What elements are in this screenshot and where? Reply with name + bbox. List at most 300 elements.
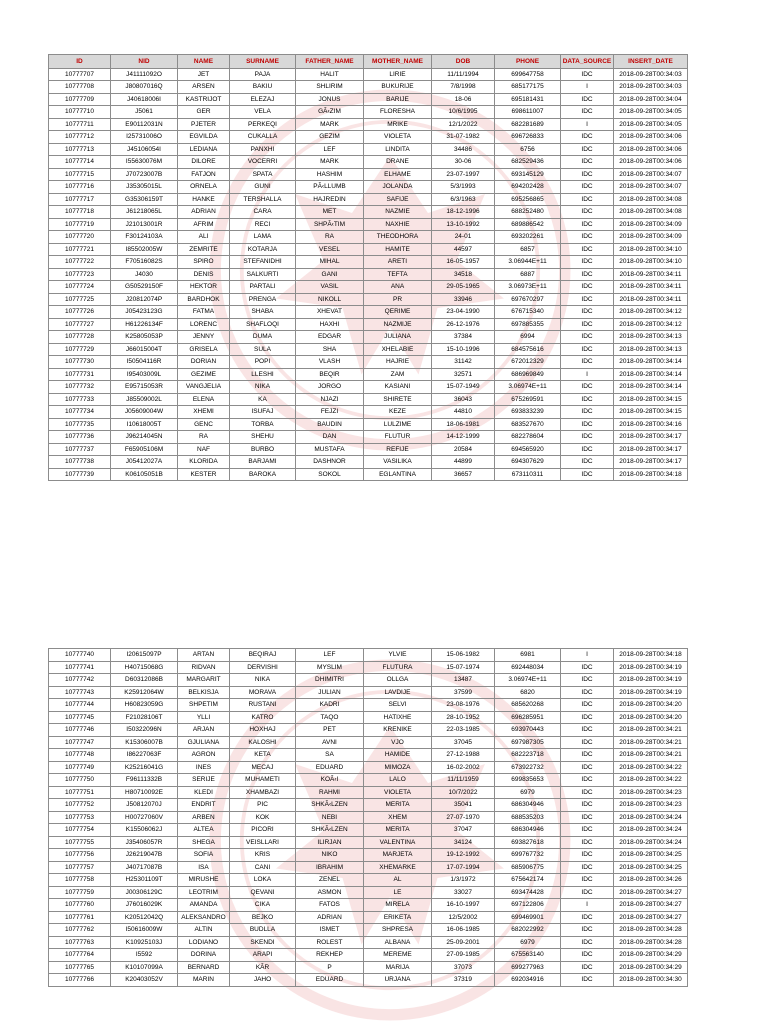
table-cell: VESEL	[296, 243, 364, 256]
table-cell: HOXHAJ	[230, 724, 296, 737]
table-cell: K20512042Q	[111, 911, 178, 924]
table-cell: 699277963	[495, 961, 561, 974]
table-cell: IDC	[561, 93, 614, 106]
table-cell: VALENTINA	[364, 836, 432, 849]
table-cell: GRISELA	[178, 343, 230, 356]
table-cell: 10777754	[49, 824, 111, 837]
table-cell: GEZIM	[296, 131, 364, 144]
table-cell: 693145129	[495, 168, 561, 181]
table-cell: IDC	[561, 811, 614, 824]
table-cell: 675642174	[495, 874, 561, 887]
table-cell: FEJZI	[296, 406, 364, 419]
table-cell: HAMITE	[364, 243, 432, 256]
table-cell: I	[561, 368, 614, 381]
table-cell: 10777719	[49, 218, 111, 231]
table-cell: 2018-09-28T00:34:21	[614, 749, 688, 762]
table-cell: MUSTAFA	[296, 443, 364, 456]
table-cell: RECI	[230, 218, 296, 231]
table-cell: 18-06	[432, 93, 495, 106]
table-cell: ELHAME	[364, 168, 432, 181]
table-cell: NAF	[178, 443, 230, 456]
table-cell: 10777744	[49, 699, 111, 712]
table-cell: SHKÃ‹LZEN	[296, 799, 364, 812]
table-cell: 10777738	[49, 456, 111, 469]
table-cell: 675563140	[495, 949, 561, 962]
table-cell: 2018-09-28T00:34:29	[614, 961, 688, 974]
table-cell: EDUARD	[296, 761, 364, 774]
table-cell: IDC	[561, 443, 614, 456]
table-cell: 2018-09-28T00:34:15	[614, 406, 688, 419]
table-cell: IDC	[561, 961, 614, 974]
table-cell: 17-07-1994	[432, 861, 495, 874]
table-cell: ADRIAN	[296, 911, 364, 924]
table-cell: ASMON	[296, 886, 364, 899]
table-cell: 699647758	[495, 68, 561, 81]
table-cell: 2018-09-28T00:34:03	[614, 81, 688, 94]
table-cell: MARK	[296, 156, 364, 169]
table-cell: JULIAN	[296, 686, 364, 699]
table-cell: IDC	[561, 949, 614, 962]
table-cell: QEVANI	[230, 886, 296, 899]
col-header-nid: NID	[111, 55, 178, 69]
table-cell: LINDITA	[364, 143, 432, 156]
table-cell: F70516082S	[111, 256, 178, 269]
table-cell: 10777757	[49, 861, 111, 874]
table-cell: TORBA	[230, 418, 296, 431]
table-cell: NAZMIE	[364, 206, 432, 219]
table-cell: HALIT	[296, 68, 364, 81]
table-cell: QERIME	[364, 306, 432, 319]
table-row	[49, 368, 688, 381]
table-cell: FLORESHA	[364, 106, 432, 119]
table-cell: SPATA	[230, 168, 296, 181]
table-cell: I86227063F	[111, 749, 178, 762]
table-cell: 10777724	[49, 281, 111, 294]
table-cell: 20584	[432, 443, 495, 456]
table-cell: 693970443	[495, 724, 561, 737]
table-cell: LULZIME	[364, 418, 432, 431]
table-cell: IDC	[561, 674, 614, 687]
table-cell: EGLANTINA	[364, 468, 432, 481]
table-cell: XHEVAT	[296, 306, 364, 319]
table-cell: D60312086B	[111, 674, 178, 687]
table-cell: 10777717	[49, 193, 111, 206]
table-cell: 10777763	[49, 936, 111, 949]
table-cell: 10777730	[49, 356, 111, 369]
table-cell: 2018-09-28T00:34:10	[614, 243, 688, 256]
table-row	[49, 711, 688, 724]
table-cell: ADRIAN	[178, 206, 230, 219]
table-cell: 10777743	[49, 686, 111, 699]
table-cell: KLEDI	[178, 786, 230, 799]
table-cell: ILIRJAN	[296, 836, 364, 849]
table-cell: FATOS	[296, 899, 364, 912]
table-cell: 10777733	[49, 393, 111, 406]
table-cell: I	[561, 899, 614, 912]
table-cell: 10777707	[49, 68, 111, 81]
table-cell: IDC	[561, 468, 614, 481]
table-cell: 6756	[495, 143, 561, 156]
table-cell: 2018-09-28T00:34:08	[614, 206, 688, 219]
table-cell: 2018-09-28T00:34:22	[614, 761, 688, 774]
table-cell: J26219047B	[111, 849, 178, 862]
table-cell: AMANDA	[178, 899, 230, 912]
table-row	[49, 343, 688, 356]
table-cell: IDC	[561, 749, 614, 762]
table-row	[49, 686, 688, 699]
table-cell: IDC	[561, 168, 614, 181]
table-cell: AVNI	[296, 736, 364, 749]
table-cell: BAUDIN	[296, 418, 364, 431]
table-cell: 15-06-1982	[432, 649, 495, 662]
table-cell: POPI	[230, 356, 296, 369]
table-cell: BARJAMI	[230, 456, 296, 469]
table-cell: 10777708	[49, 81, 111, 94]
table-cell: 12/1/2022	[432, 118, 495, 131]
table-cell: VEISLLARI	[230, 836, 296, 849]
table-cell: H80710092E	[111, 786, 178, 799]
table-cell: 37319	[432, 974, 495, 987]
table-cell: SHPETIM	[178, 699, 230, 712]
table-cell: SHEHU	[230, 431, 296, 444]
table-cell: VELA	[230, 106, 296, 119]
table-cell: VIOLETA	[364, 786, 432, 799]
table-cell: I	[561, 81, 614, 94]
records-table-page-2	[48, 648, 688, 987]
table-cell: 2018-09-28T00:34:06	[614, 143, 688, 156]
table-cell: 29-05-1965	[432, 281, 495, 294]
table-cell: 2018-09-28T00:34:04	[614, 93, 688, 106]
table-cell: DASHNOR	[296, 456, 364, 469]
table-row	[49, 243, 688, 256]
table-cell: MERITA	[364, 824, 432, 837]
table-cell: 7/8/1998	[432, 81, 495, 94]
table-cell: IDC	[561, 281, 614, 294]
table-cell: IDC	[561, 318, 614, 331]
table-cell: 10777731	[49, 368, 111, 381]
table-cell: 34486	[432, 143, 495, 156]
table-cell: F96111332B	[111, 774, 178, 787]
table-row	[49, 106, 688, 119]
table-row	[49, 256, 688, 269]
table-cell: 3.06973E+11	[495, 281, 561, 294]
table-cell: 682022992	[495, 924, 561, 937]
table-cell: LODIANO	[178, 936, 230, 949]
table-row	[49, 393, 688, 406]
table-cell: NIKO	[296, 849, 364, 862]
table-cell: SHKÃ‹LZEN	[296, 824, 364, 837]
table-cell: 6820	[495, 686, 561, 699]
table-cell: 23-07-1997	[432, 168, 495, 181]
table-cell: I50616009W	[111, 924, 178, 937]
table-cell: 2018-09-28T00:34:23	[614, 786, 688, 799]
table-row	[49, 168, 688, 181]
table-cell: 16-06-1985	[432, 924, 495, 937]
table-cell: SOKOL	[296, 468, 364, 481]
table-cell: 10777711	[49, 118, 111, 131]
table-cell: TAQO	[296, 711, 364, 724]
table-cell: IDC	[561, 936, 614, 949]
table-row	[49, 218, 688, 231]
table-cell: J66015004T	[111, 343, 178, 356]
table-cell: BEJKO	[230, 911, 296, 924]
table-cell: SALKURTI	[230, 268, 296, 281]
table-cell: 2018-09-28T00:34:15	[614, 393, 688, 406]
table-cell: 22-03-1985	[432, 724, 495, 737]
table-cell: 2018-09-28T00:34:19	[614, 674, 688, 687]
table-cell: KRIS	[230, 849, 296, 862]
table-cell: BEQIRAJ	[230, 649, 296, 662]
table-row	[49, 961, 688, 974]
table-cell: 37384	[432, 331, 495, 344]
table-cell: CARA	[230, 206, 296, 219]
table-cell: ISMET	[296, 924, 364, 937]
table-cell: 31-07-1982	[432, 131, 495, 144]
table-cell: VASIL	[296, 281, 364, 294]
table-cell: BAKIU	[230, 81, 296, 94]
table-cell: SHEGA	[178, 836, 230, 849]
table-cell: REKHEP	[296, 949, 364, 962]
table-cell: 6994	[495, 331, 561, 344]
table-cell: 6981	[495, 649, 561, 662]
table-cell: 10777734	[49, 406, 111, 419]
table-cell: RA	[178, 431, 230, 444]
table-cell: E95715053R	[111, 381, 178, 394]
table-row	[49, 306, 688, 319]
table-cell: AL	[364, 874, 432, 887]
table-cell: ELENA	[178, 393, 230, 406]
table-cell: PAJA	[230, 68, 296, 81]
table-cell: 2018-09-28T00:34:06	[614, 131, 688, 144]
table-cell: DRANE	[364, 156, 432, 169]
table-cell: 32571	[432, 368, 495, 381]
table-cell: 695256865	[495, 193, 561, 206]
table-cell: 673922732	[495, 761, 561, 774]
table-cell: 36043	[432, 393, 495, 406]
table-cell: 11/11/1959	[432, 774, 495, 787]
table-row	[49, 331, 688, 344]
table-cell: G50529150F	[111, 281, 178, 294]
table-cell: URJANA	[364, 974, 432, 987]
table-cell: 10777766	[49, 974, 111, 987]
table-row	[49, 418, 688, 431]
table-cell: IDC	[561, 699, 614, 712]
table-row	[49, 231, 688, 244]
table-cell: G35306159T	[111, 193, 178, 206]
table-cell: IDC	[561, 886, 614, 899]
table-cell: TERSHALLA	[230, 193, 296, 206]
table-cell: 3.06944E+11	[495, 256, 561, 269]
table-row	[49, 281, 688, 294]
table-cell: IDC	[561, 156, 614, 169]
table-cell: H25301109T	[111, 874, 178, 887]
table-cell: DHIMITRI	[296, 674, 364, 687]
table-cell: 27-12-1988	[432, 749, 495, 762]
table-cell: 2018-09-28T00:34:05	[614, 118, 688, 131]
table-cell: VANGJELIA	[178, 381, 230, 394]
table-cell: FLUTUR	[364, 431, 432, 444]
table-row	[49, 156, 688, 169]
table-cell: P	[296, 961, 364, 974]
table-body	[49, 68, 688, 481]
table-cell: MEREME	[364, 949, 432, 962]
table-cell: SHIRETE	[364, 393, 432, 406]
table-cell: XHAMBAZI	[230, 786, 296, 799]
table-cell: SULA	[230, 343, 296, 356]
table-row	[49, 68, 688, 81]
table-cell: DILORE	[178, 156, 230, 169]
col-header-mother-name: MOTHER_NAME	[364, 55, 432, 69]
table-cell: SA	[296, 749, 364, 762]
table-cell: 3.06974E+11	[495, 381, 561, 394]
table-cell: LEOTRIM	[178, 886, 230, 899]
table-row	[49, 924, 688, 937]
table-cell: 676715340	[495, 306, 561, 319]
table-cell: J00306129C	[111, 886, 178, 899]
col-header-dob: DOB	[432, 55, 495, 69]
table-row	[49, 936, 688, 949]
table-cell: 10777718	[49, 206, 111, 219]
table-cell: ENDRIT	[178, 799, 230, 812]
table-cell: 692034916	[495, 974, 561, 987]
table-cell: 2018-09-28T00:34:11	[614, 293, 688, 306]
table-cell: 6/3/1963	[432, 193, 495, 206]
table-cell: 688535203	[495, 811, 561, 824]
table-cell: KOTARJA	[230, 243, 296, 256]
records-table-page-1	[48, 54, 688, 481]
table-cell: 2018-09-28T00:34:17	[614, 456, 688, 469]
table-cell: KEZE	[364, 406, 432, 419]
table-cell: 10777721	[49, 243, 111, 256]
table-cell: CANI	[230, 861, 296, 874]
table-cell: REFIJE	[364, 443, 432, 456]
table-cell: 34124	[432, 836, 495, 849]
table-cell: 10777746	[49, 724, 111, 737]
table-cell: 10777740	[49, 649, 111, 662]
table-cell: 693474428	[495, 886, 561, 899]
table-cell: IBRAHIM	[296, 861, 364, 874]
table-cell: 37073	[432, 961, 495, 974]
table-cell: 2018-09-28T00:34:19	[614, 686, 688, 699]
table-cell: 673110311	[495, 468, 561, 481]
table-cell: MARIN	[178, 974, 230, 987]
table-row	[49, 786, 688, 799]
table-cell: 692448034	[495, 661, 561, 674]
table-cell: IDC	[561, 106, 614, 119]
table-cell: TEFTA	[364, 268, 432, 281]
table-cell: THEODHORA	[364, 231, 432, 244]
table-cell: J35406057R	[111, 836, 178, 849]
table-cell: 2018-09-28T00:34:17	[614, 443, 688, 456]
table-row	[49, 181, 688, 194]
table-cell: J61218065L	[111, 206, 178, 219]
table-cell: 699835653	[495, 774, 561, 787]
table-cell: 2018-09-28T00:34:18	[614, 649, 688, 662]
table-cell: ELEZAJ	[230, 93, 296, 106]
table-cell: 697122806	[495, 899, 561, 912]
table-cell: IDC	[561, 218, 614, 231]
table-cell: 10777748	[49, 749, 111, 762]
table-row	[49, 911, 688, 924]
table-cell: 12/5/2002	[432, 911, 495, 924]
table-cell: 10777764	[49, 949, 111, 962]
table-cell: OLLGA	[364, 674, 432, 687]
table-cell: 10777750	[49, 774, 111, 787]
table-cell: KÃR	[230, 961, 296, 974]
table-cell: SAFIJE	[364, 193, 432, 206]
table-cell: BAROKA	[230, 468, 296, 481]
table-cell: DUMA	[230, 331, 296, 344]
table-cell: IDC	[561, 406, 614, 419]
table-row	[49, 443, 688, 456]
table-cell: IDC	[561, 193, 614, 206]
table-cell: 694307629	[495, 456, 561, 469]
table-cell: IDC	[561, 381, 614, 394]
table-cell: AGRON	[178, 749, 230, 762]
table-cell: 2018-09-28T00:34:25	[614, 861, 688, 874]
table-cell: VOCERRI	[230, 156, 296, 169]
table-cell: 693833239	[495, 406, 561, 419]
table-cell: KLORIDA	[178, 456, 230, 469]
table-cell: BURBO	[230, 443, 296, 456]
table-cell: 13-10-1992	[432, 218, 495, 231]
table-cell: 10777756	[49, 849, 111, 862]
table-cell: MIHAL	[296, 256, 364, 269]
table-cell: SKENDI	[230, 936, 296, 949]
table-cell: K10925103J	[111, 936, 178, 949]
table-row	[49, 206, 688, 219]
table-cell: ARETI	[364, 256, 432, 269]
table-cell: PIC	[230, 799, 296, 812]
table-cell: J40717087B	[111, 861, 178, 874]
table-cell: 685177175	[495, 81, 561, 94]
table-row	[49, 811, 688, 824]
table-cell: I50504116R	[111, 356, 178, 369]
table-cell: ISUFAJ	[230, 406, 296, 419]
table-cell: 44597	[432, 243, 495, 256]
table-cell: 10777728	[49, 331, 111, 344]
table-cell: HASHIM	[296, 168, 364, 181]
table-row	[49, 131, 688, 144]
table-cell: YLVIE	[364, 649, 432, 662]
table-cell: K25805053P	[111, 331, 178, 344]
table-cell: EDGAR	[296, 331, 364, 344]
table-cell: 10777761	[49, 911, 111, 924]
table-cell: GEZIME	[178, 368, 230, 381]
table-cell: GENC	[178, 418, 230, 431]
table-cell: 5/3/1993	[432, 181, 495, 194]
table-cell: DENIS	[178, 268, 230, 281]
table-cell: LAVDIJE	[364, 686, 432, 699]
table-row	[49, 836, 688, 849]
table-cell: 2018-09-28T00:34:21	[614, 724, 688, 737]
table-cell: ALBANA	[364, 936, 432, 949]
table-row	[49, 293, 688, 306]
table-cell: K25216041G	[111, 761, 178, 774]
table-cell: 30-06	[432, 156, 495, 169]
table-cell: 10777736	[49, 431, 111, 444]
table-cell: J50812070J	[111, 799, 178, 812]
table-row	[49, 93, 688, 106]
table-cell: FATJON	[178, 168, 230, 181]
table-cell: 2018-09-28T00:34:26	[614, 874, 688, 887]
table-cell: IDC	[561, 268, 614, 281]
col-header-father-name: FATHER_NAME	[296, 55, 364, 69]
table-cell: LAMA	[230, 231, 296, 244]
table-cell: VLASH	[296, 356, 364, 369]
table-cell: NEBI	[296, 811, 364, 824]
table-cell: 2018-09-28T00:34:28	[614, 924, 688, 937]
